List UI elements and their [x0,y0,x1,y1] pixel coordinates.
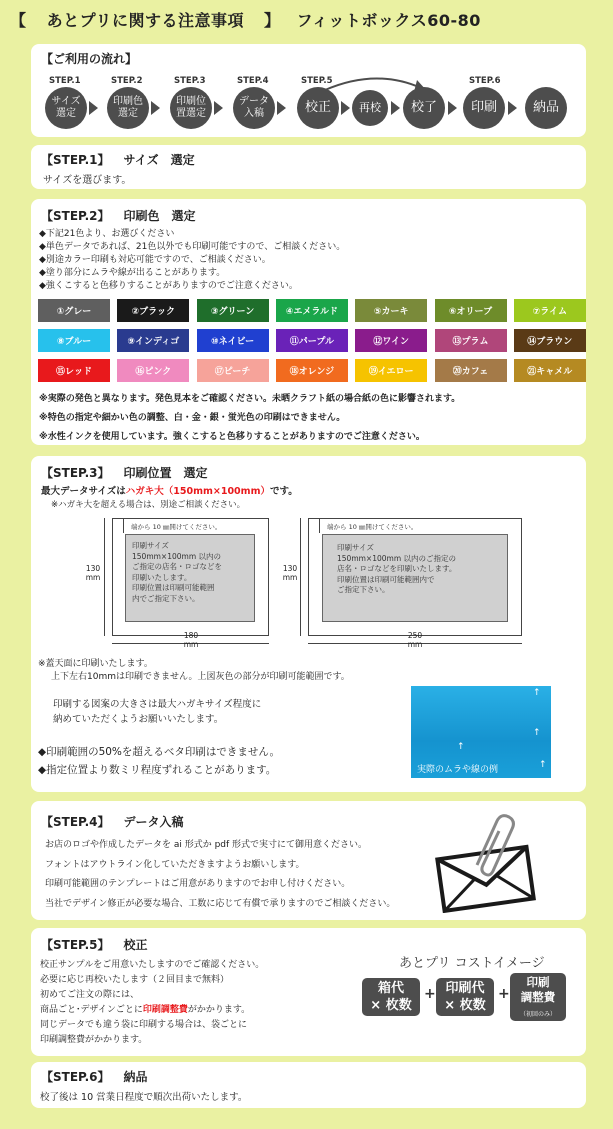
sample-arrow-2: ↑ [457,742,465,752]
step2-notes [39,390,460,447]
step5-line-4-red: 印刷調整費 [142,1005,188,1015]
title-main: あとプリに関する注意事項 [46,11,244,30]
flow-text-5: 校正 [304,100,331,115]
maxsize-prefix: 最大データサイズは [41,486,126,497]
step3-over-note: ※ハガキ大を超える場合は、別途ご相談ください。 [51,500,246,510]
step5-line-2: 必要に応じ再校いたします（２回目まで無料） [40,975,230,985]
step2-bullet-4: ◆塗り部分にムラや線が出ることがあります。 [39,268,226,278]
diagram-250-margin-note: 端から 10 ㎜開けてください。 [327,523,418,531]
step6-label: 【STEP.6】 [41,1070,110,1084]
step4-line-2: フォントはアウトライン化していただきますようお願いします。 [45,859,305,870]
step4-line-3: 印刷可能範囲のテンプレートはご用意がありますのでお申し付けください。 [45,879,351,889]
flow-step-label-4: STEP.4 [237,76,269,86]
d2-height-value: 130 [282,564,298,573]
color-swatch[interactable]: ⑱オレンジ [276,359,348,382]
diagram-180-height-line [104,518,105,636]
flow-circle-data [233,87,275,129]
flow-skip-arrow-path [325,78,421,90]
maxsize-red: ハガキ大（150mm×100mm） [125,486,270,497]
step6-title: 納品 [123,1070,148,1084]
step3-note1: ※蓋天面に印刷いたします。 [38,659,153,669]
step3-note2: 上下左右10mmは印刷できません。上図灰色の部分が印刷可能範囲です。 [51,672,350,682]
color-swatch[interactable]: ⑥オリーブ [435,299,507,322]
step5-lines [40,958,264,1048]
flow-text-9: 納品 [532,100,559,115]
step1-body: サイズを選びます。 [43,175,132,186]
color-swatch[interactable]: ①グレー [38,299,110,322]
diagram-250-width-label [395,631,435,649]
title-open-bracket: 【 [10,11,27,30]
color-swatch[interactable]: ⑳カフェ [435,359,507,382]
flow-text-2b: 選定 [118,108,138,119]
flow-circle-print [463,87,505,129]
color-swatch[interactable]: ⑧ブルー [38,329,110,352]
step2-bullet-1: ◆下記21色より、お選びください [39,229,175,239]
flow-step-label-6: STEP.6 [469,76,501,86]
flow-circle-reproof [352,90,388,126]
d1-height-value: 130 [85,564,101,573]
flow-heading: 【ご利用の流れ】 [41,52,138,66]
d1-height-unit: mm [85,573,101,582]
flow-arrow-3 [214,101,223,115]
step2-bullet-5: ◆強くこすると色移りすることがありますのでご注意ください。 [39,281,298,291]
color-swatch[interactable]: ⑩ネイビー [197,329,269,352]
color-swatch[interactable]: ④エメラルド [276,299,348,322]
step5-line-4a: 商品ごと･デザインごとに [40,1005,143,1015]
cost-plus-1: + [424,986,436,1002]
diagram-180-print-area: 印刷サイズ 150mm×100mm 以内の ご指定の店名・ロゴなどを 印刷いたします。 印刷位置は印刷可能範囲 内でご指定下さい。 [125,534,255,622]
ink-sample-image [411,686,551,778]
flow-arrow-2 [151,101,160,115]
color-swatch[interactable]: ⑭ブラウン [514,329,586,352]
step1-card [31,145,586,189]
flow-circle-delivery [525,87,567,129]
step5-card [31,928,586,1056]
sample-arrow-4: ↑ [539,760,547,770]
diagram-180-margin-note: 端から 10 ㎜開けてください。 [131,523,222,531]
flow-circle-size [45,87,87,129]
envelope-icon [419,813,549,913]
diagram-250-margin-tick [319,519,320,533]
cost-1b: × 枚数 [370,998,412,1013]
cost-title: あとプリ コストイメージ [399,956,545,971]
d2-height-unit: mm [282,573,298,582]
diagram-180-height-label [83,564,103,582]
step5-label: 【STEP.5】 [41,938,110,952]
cost-1a: 箱代 [377,981,404,996]
step2-bullet-2: ◆単色データであれば、21色以外でも印刷可能ですので、ご相談ください。 [39,242,346,252]
step2-card [31,199,586,445]
step5-line-3: 初めてご注文の際には、 [40,990,140,1000]
title-product: フィットボックス60-80 [296,11,481,30]
step4-line-1: お店のロゴや作成したデータを ai 形式か pdf 形式で実寸にて御用意ください。 [45,840,368,850]
flow-circle-approved [403,87,445,129]
cost-3a: 印刷 [526,975,550,989]
flow-step-label-2: STEP.2 [111,76,143,86]
color-swatch[interactable]: ⑮レッド [38,359,110,382]
flow-step-label-1: STEP.1 [49,76,81,86]
color-swatch[interactable]: ⑦ライム [514,299,586,322]
step6-card [31,1062,586,1108]
flow-text-8: 印刷 [470,100,497,115]
flow-arrow-8 [508,101,517,115]
step4-card [31,801,586,920]
step5-line-6: 印刷調整費がかかります。 [40,1035,148,1045]
step4-line-4: 当社でデザイン修正が必要な場合、工数に応じて有償で承りますのでご相談ください。 [45,898,396,909]
color-swatch[interactable]: ⑰ピーチ [197,359,269,382]
cost-box-box [362,978,420,1016]
cost-2a: 印刷代 [445,981,485,996]
d1-width-unit: mm [183,640,199,649]
flow-arrow-4 [277,101,286,115]
color-swatch[interactable]: ㉑キャメル [514,359,586,382]
step3-maxsize [41,483,298,497]
step2-bullets [39,228,345,293]
flow-step-label-5: STEP.5 [301,76,333,86]
step1-title: サイズ 選定 [123,153,195,167]
diagram-180-margin-tick [123,519,124,533]
color-swatch[interactable]: ⑲イエロー [355,359,427,382]
d2-width-unit: mm [407,640,423,649]
step6-heading [33,1068,148,1085]
title-close-bracket: 】 [264,11,281,30]
flow-circle-color [107,87,149,129]
color-swatch[interactable]: ③グリーン [197,299,269,322]
step3-label: 【STEP.3】 [41,466,110,480]
flow-text-4a: データ [239,96,269,107]
step5-title: 校正 [123,938,148,952]
flow-text-4b: 入稿 [244,108,264,119]
flow-arrow-6 [391,101,400,115]
flow-text-1b: 選定 [55,108,76,119]
d2-width-value: 250 [407,631,423,640]
step5-line-4b: がかかります。 [187,1005,251,1015]
flow-arrow-1 [89,101,98,115]
step4-lines [45,836,395,914]
color-swatch[interactable]: ⑬プラム [435,329,507,352]
step2-title: 印刷色 選定 [123,209,196,223]
color-swatch[interactable]: ⑨インディゴ [117,329,189,352]
step4-label: 【STEP.4】 [41,815,110,829]
cost-box-setup [510,973,566,1021]
flow-arrow-5 [341,101,350,115]
step2-note-2: ※特色の指定や細かい色の調整、白・金・銀・蛍光色の印刷はできません。 [39,413,346,423]
color-swatch[interactable]: ⑪パープル [276,329,348,352]
step2-note-1: ※実際の発色と異なります。発色見本をご確認ください。未晒クラフト紙の場合紙の色に影響されます。 [39,394,461,404]
step5-heading [33,936,148,953]
step3-bullet2: ◆指定位置より数ミリ程度ずれることがあります。 [38,764,277,776]
step3-card [31,456,586,792]
step2-heading [33,207,196,224]
sample-arrow-3: ↑ [533,728,541,738]
cost-box-print [436,978,494,1016]
color-swatch[interactable]: ⑯ピンク [117,359,189,382]
flow-text-2a: 印刷色 [113,96,143,107]
diagram-250-height-label [280,564,300,582]
step1-heading [33,151,195,168]
step5-line-1: 校正サンプルをご用意いたしますのでご確認ください。 [40,960,265,970]
step3-pattern2: 納めていただくようお願いいたします。 [53,714,224,725]
step3-title: 印刷位置 選定 [123,466,208,480]
flow-text-3b: 置選定 [176,108,206,119]
step2-bullet-3: ◆別途カラー印刷も対応可能ですので、ご相談ください。 [39,255,271,265]
page-title [10,8,481,31]
diagram-250-height-line [300,518,301,636]
flow-text-7: 校了 [410,100,437,115]
flow-card [31,44,586,137]
color-swatch[interactable]: ⑫ワイン [355,329,427,352]
step2-note-3: ※水性インクを使用しています。強くこすると色移りすることがありますのでご注意ください。 [39,432,425,442]
d1-width-value: 180 [183,631,199,640]
cost-plus-2: + [498,986,510,1002]
diagram-250-print-area: 印刷サイズ 150mm×100mm 以内のご指定の 店名・ロゴなどを印刷いたします。 印刷位置は印刷可能範囲内で ご指定下さい。 [322,534,508,622]
cost-3b: 調整費 [520,990,556,1004]
step4-title: データ入稿 [123,815,184,829]
flow-diagram [31,44,586,132]
step5-line-4 [40,1003,264,1018]
flow-text-6: 再校 [359,101,381,114]
diagram-180-width-label [171,631,211,649]
cost-2b: × 枚数 [444,998,486,1013]
step3-heading [33,464,208,481]
sample-label: 実際のムラや線の例 [417,765,499,775]
color-swatch[interactable]: ②ブラック [117,299,189,322]
flow-step-label-3: STEP.3 [174,76,206,86]
step5-line-5: 同じデータでも違う袋に印刷する場合は、袋ごとに [40,1020,248,1030]
step6-body: 校了後は 10 営業日程度で順次出荷いたします。 [40,1092,248,1103]
step1-label: 【STEP.1】 [41,153,110,167]
flow-arrow-7 [448,101,457,115]
flow-circle-position [170,87,212,129]
maxsize-suffix: です。 [269,486,298,497]
flow-text-3a: 印刷位 [176,96,206,107]
color-swatch[interactable]: ⑤カーキ [355,299,427,322]
step3-bullet1: ◆印刷範囲の50%を超えるベタ印刷はできません。 [38,746,281,758]
cost-3c: （初回のみ） [519,1011,556,1018]
flow-text-1a: サイズ [51,96,81,107]
step2-label: 【STEP.2】 [41,209,110,223]
step3-pattern1: 印刷する図案の大きさは最大ハガキサイズ程度に [53,699,262,710]
sample-arrow-1: ↑ [533,688,541,698]
step4-heading [33,813,184,830]
